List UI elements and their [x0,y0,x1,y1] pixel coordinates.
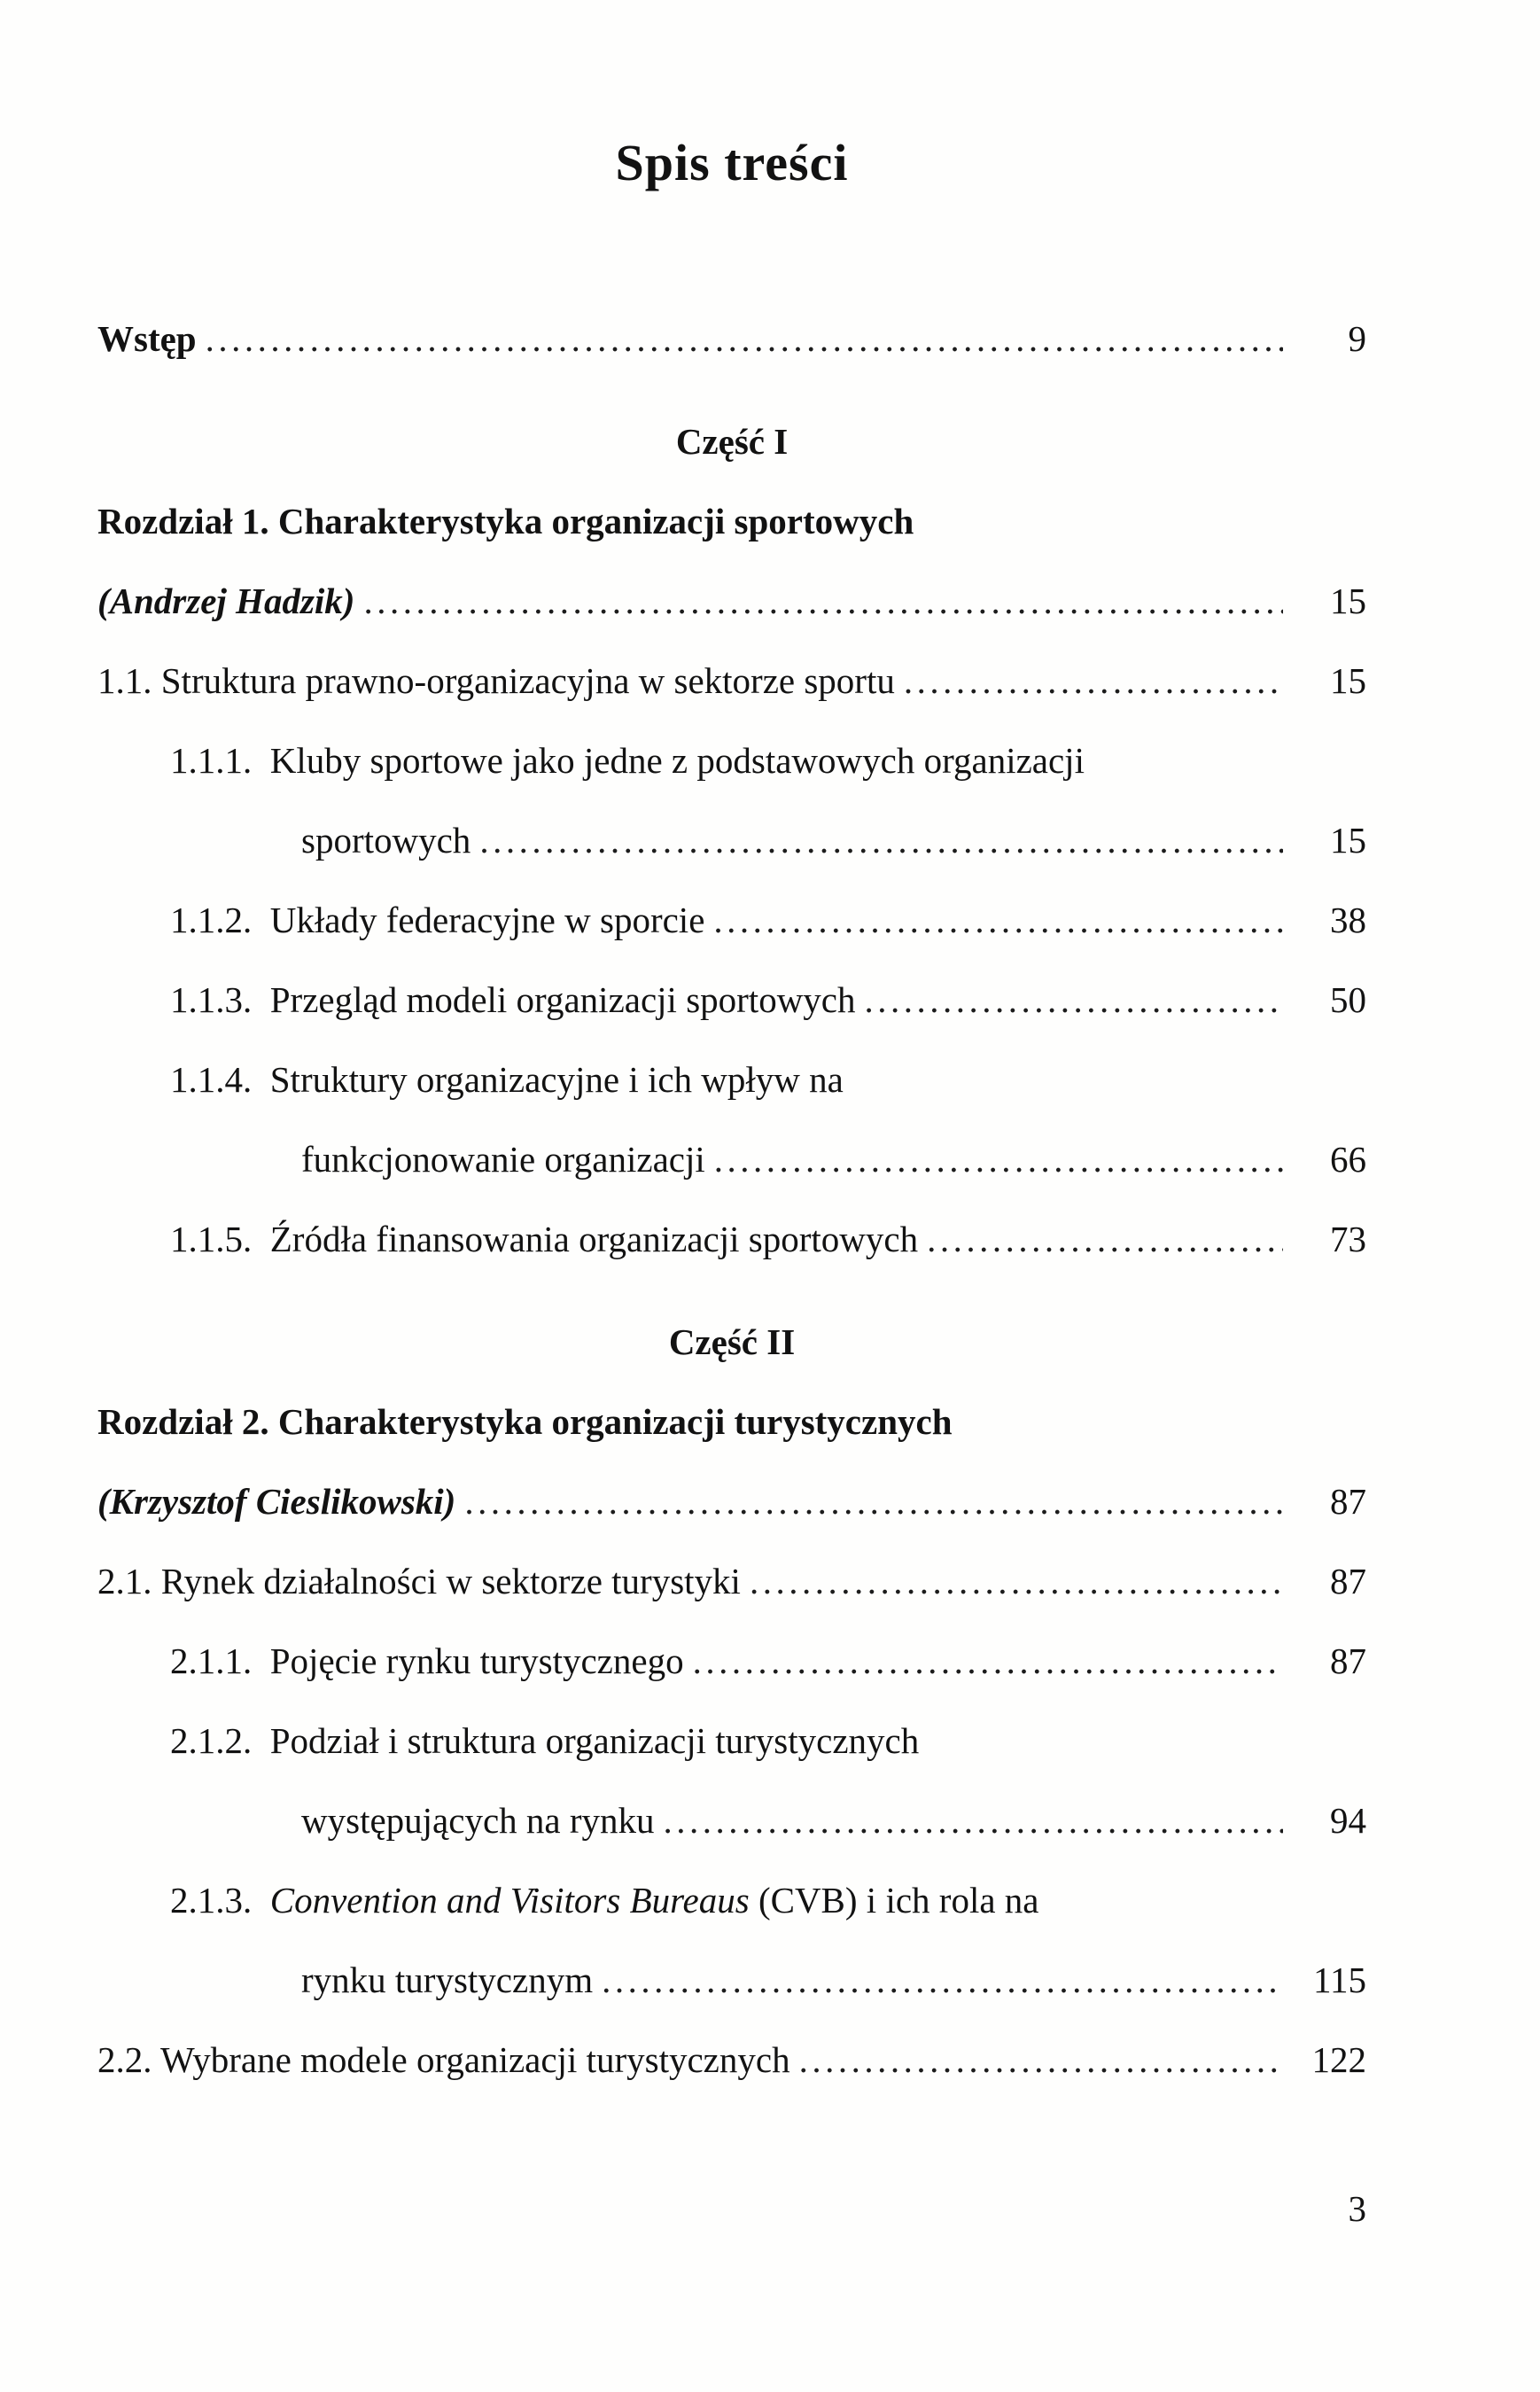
toc-entry [97,1199,1366,1279]
toc-section-heading [97,1302,1366,1382]
toc-entry [97,800,1366,880]
toc-entry [97,721,1366,800]
toc-entry-label: Rozdział 2. Charakterystyka organizacji turystycznych [97,1401,953,1442]
toc-entry-label: 1.1.3. Przegląd modeli organizacji sportowych [170,979,856,1020]
dot-leader [713,880,1283,960]
toc-entry [97,1780,1366,1860]
toc-page-number: 94 [1330,1800,1366,1841]
toc-page-number: 115 [1313,1960,1366,2000]
toc-title: Spis treści [615,134,849,191]
toc-entry [97,1621,1366,1701]
toc-entry-label: (Krzysztof Cieslikowski) [97,1481,456,1522]
toc-entry [97,1040,1366,1119]
toc-entry-label: rynku turystycznym [301,1960,594,2000]
toc-entry-label: 1.1. Struktura prawno-organizacyjna w sektorze sportu [97,660,895,701]
toc-entry [97,299,1366,378]
toc-entry [97,1541,1366,1621]
dot-leader [799,2020,1283,2100]
page-number-footer: 3 [1348,2188,1366,2229]
dot-leader [904,641,1283,721]
toc-entry-label: Część II [668,1321,796,1362]
toc-entry [97,1860,1366,1940]
toc-page-number: 122 [1311,2039,1366,2080]
toc-page-number: 15 [1330,580,1366,621]
toc-entry-label: Część I [675,421,789,462]
toc-entry-label: 2.1.1. Pojęcie rynku turystycznego [170,1640,684,1681]
dot-leader [693,1621,1283,1701]
dot-leader [363,561,1283,641]
toc-entry [97,2020,1366,2100]
toc-entry [97,1382,1366,1461]
toc-entry [97,561,1366,641]
dot-leader [865,960,1284,1040]
toc-entry [97,960,1366,1040]
dot-leader [602,1940,1283,2020]
toc-entry-label: 2.2. Wybrane modele organizacji turystycznych [97,2039,790,2080]
toc-entry [97,641,1366,721]
toc-page-number: 50 [1330,979,1366,1020]
toc-page-number: 15 [1330,660,1366,701]
toc-page-number: 87 [1330,1481,1366,1522]
toc-entry-label: 2.1.2. Podział i struktura organizacji turystycznych [170,1720,920,1761]
toc-section-heading [97,401,1366,481]
toc-entry-label: sportowych [301,820,471,861]
toc-list [97,299,1366,2100]
dot-leader [479,800,1283,880]
toc-entry [97,1461,1366,1541]
toc-page-number: 87 [1330,1561,1366,1601]
toc-entry-label: (Andrzej Hadzik) [97,580,355,621]
toc-page-number: 38 [1330,900,1366,940]
toc-entry-label: 1.1.2. Układy federacyjne w sporcie [170,900,705,940]
toc-page-number: 87 [1330,1640,1366,1681]
toc-entry-label: 1.1.1. Kluby sportowe jako jedne z podstawowych organizacji [170,740,1085,781]
dot-leader [206,299,1283,378]
dot-leader [927,1199,1283,1279]
toc-entry [97,1940,1366,2020]
toc-entry-label: funkcjonowanie organizacji [301,1139,705,1180]
dot-leader [714,1119,1283,1199]
toc-entry [97,1701,1366,1780]
toc-entry-label: występujących na rynku [301,1800,655,1841]
toc-page-number: 66 [1330,1139,1366,1180]
toc-page-number: 15 [1330,820,1366,861]
toc-entry-label: 2.1.3. Convention and Visitors Bureaus (CVB) i ich rola na [170,1880,1039,1921]
toc-entry-label: 1.1.5. Źródła finansowania organizacji sportowych [170,1219,919,1259]
dot-leader [464,1461,1283,1541]
toc-entry-label: Rozdział 1. Charakterystyka organizacji sportowych [97,501,914,542]
toc-entry-label: 1.1.4. Struktury organizacyjne i ich wpływ na [170,1059,844,1100]
toc-entry [97,1119,1366,1199]
dot-leader [664,1780,1284,1860]
toc-entry-label: Wstęp [97,318,197,359]
toc-page-number: 9 [1348,318,1366,359]
toc-entry [97,481,1366,561]
toc-entry-label: 2.1. Rynek działalności w sektorze turystyki [97,1561,741,1601]
toc-page-number: 73 [1330,1219,1366,1259]
dot-leader [750,1541,1283,1621]
toc-entry [97,880,1366,960]
